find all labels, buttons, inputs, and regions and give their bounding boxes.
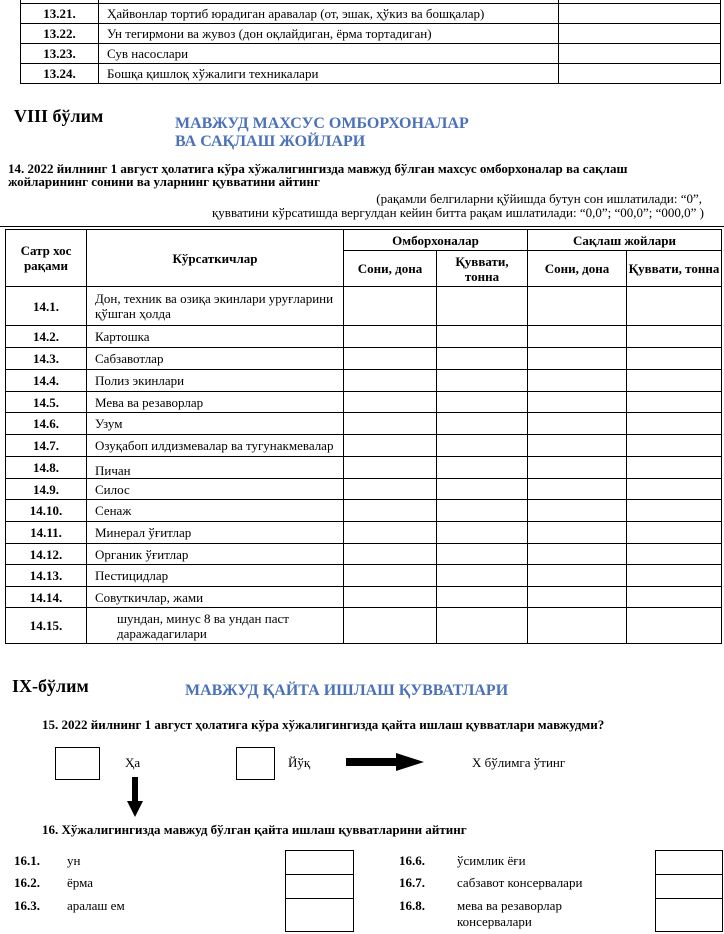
storage-capacity-input[interactable]	[627, 457, 722, 479]
table-row	[6, 565, 722, 587]
row-label: Совуткичлар, жами	[87, 587, 344, 608]
section9-label: IX-бўлим	[12, 676, 89, 696]
storage-count-input[interactable]	[528, 326, 627, 348]
warehouses-capacity-input[interactable]	[437, 287, 528, 326]
row-label: Узум	[87, 413, 344, 435]
row-input[interactable]	[559, 4, 721, 24]
item-number: 16.8.	[399, 898, 425, 913]
header-row-code: Сатр хос рақами	[6, 230, 87, 287]
row-label: Мева ва резаворлар	[87, 392, 344, 413]
storage-capacity-input[interactable]	[627, 522, 722, 544]
item-label: ёрма	[67, 875, 93, 890]
storage-count-input[interactable]	[528, 348, 627, 370]
answer-boxes-left[interactable]	[285, 850, 354, 932]
row-number: 13.24.	[21, 64, 99, 84]
section9-title: МАВЖУД ҚАЙТА ИШЛАШ ҚУВВАТЛАРИ	[185, 682, 509, 699]
row-number: 14.2.	[6, 326, 87, 348]
question-16: 16. Хўжалигингизда мавжуд бўлган қайта ишлаш қувватларини айтинг	[42, 822, 467, 837]
row-label: Дон, техник ва озиқа экинлари уруғларини қўшган ҳолда	[87, 287, 344, 326]
warehouses-count-input[interactable]	[344, 544, 437, 565]
storage-count-input[interactable]	[528, 392, 627, 413]
row-label: Пестицидлар	[87, 565, 344, 587]
warehouses-capacity-input[interactable]	[437, 587, 528, 608]
row-label: Сабзавотлар	[87, 348, 344, 370]
note-line2: қувватини кўрсатишда вергулдан кейин битта рақам ишлатилади: “0,0”; “00,0”; “000,0” )	[211, 205, 704, 220]
row-label: Сув насослари	[99, 44, 559, 64]
row-input[interactable]	[559, 24, 721, 44]
table-row	[6, 479, 722, 500]
item-label: ун	[67, 853, 81, 868]
row-number: 13.21.	[21, 4, 99, 24]
row-number: 14.15.	[6, 608, 87, 644]
row-label: Ун тегирмони ва жувоз (дон оқлайдиган, ёрма тортадиган)	[99, 24, 559, 44]
warehouses-count-input[interactable]	[344, 457, 437, 479]
row-number: 14.13.	[6, 565, 87, 587]
storage-count-input[interactable]	[528, 522, 627, 544]
storage-capacity-input[interactable]	[627, 500, 722, 522]
item-number: 16.6.	[399, 853, 425, 868]
row-number: 14.12.	[6, 544, 87, 565]
warehouses-count-input[interactable]	[344, 522, 437, 544]
row-number: 14.11.	[6, 522, 87, 544]
header-storage-capacity: Қуввати, тонна	[627, 251, 722, 287]
table-row	[6, 435, 722, 457]
row-number: 14.7.	[6, 435, 87, 457]
warehouses-capacity-input[interactable]	[437, 500, 528, 522]
table-row	[21, 64, 721, 84]
row-input[interactable]	[559, 44, 721, 64]
row-label: Ҳайвонлар тортиб юрадиган аравалар (от, эшак, ҳўкиз ва бошқалар)	[99, 4, 559, 24]
table-row	[21, 44, 721, 64]
storage-capacity-input[interactable]	[627, 287, 722, 326]
table-row	[6, 348, 722, 370]
row-number: 14.5.	[6, 392, 87, 413]
section13-table	[20, 0, 721, 84]
storage-count-input[interactable]	[528, 608, 627, 644]
row-number: 14.14.	[6, 587, 87, 608]
goto-section10: Х бўлимга ўтинг	[472, 755, 566, 770]
row-label: Пичан	[87, 457, 344, 479]
storage-count-input[interactable]	[528, 500, 627, 522]
table-row	[6, 500, 722, 522]
yes-label: Ҳа	[125, 755, 141, 770]
table-row	[6, 522, 722, 544]
warehouses-capacity-input[interactable]	[437, 348, 528, 370]
note-line1: (рақамли белгиларни қўйишда бутун сон ишлатилади: “0”,	[376, 191, 702, 206]
header-warehouses: Омборхоналар	[344, 230, 528, 251]
warehouses-count-input[interactable]	[344, 587, 437, 608]
row-input[interactable]	[559, 64, 721, 84]
warehouses-capacity-input[interactable]	[437, 608, 528, 644]
arrow-right-icon	[346, 752, 424, 772]
warehouses-count-input[interactable]	[344, 287, 437, 326]
item-number: 16.1.	[14, 853, 40, 868]
row-label: Озуқабоп илдизмевалар ва тугунакмевалар	[87, 435, 344, 457]
warehouses-capacity-input[interactable]	[437, 370, 528, 392]
row-label: Органик ўғитлар	[87, 544, 344, 565]
item-number: 16.2.	[14, 875, 40, 890]
table-row	[6, 608, 722, 644]
row-label: Сенаж	[87, 500, 344, 522]
warehouses-count-input[interactable]	[344, 413, 437, 435]
storage-capacity-input[interactable]	[627, 479, 722, 500]
no-checkbox[interactable]	[236, 747, 275, 780]
storage-count-input[interactable]	[528, 479, 627, 500]
storage-count-input[interactable]	[528, 544, 627, 565]
item-number: 16.3.	[14, 898, 40, 913]
warehouses-count-input[interactable]	[344, 348, 437, 370]
warehouses-count-input[interactable]	[344, 435, 437, 457]
storage-capacity-input[interactable]	[627, 413, 722, 435]
storage-capacity-input[interactable]	[627, 608, 722, 644]
header-warehouses-capacity: Қуввати, тонна	[437, 251, 528, 287]
header-storage: Сақлаш жойлари	[528, 230, 722, 251]
row-label: Силос	[87, 479, 344, 500]
row-label: Полиз экинлари	[87, 370, 344, 392]
item-label: аралаш ем	[67, 898, 125, 913]
storage-capacity-input[interactable]	[627, 544, 722, 565]
storage-count-input[interactable]	[528, 587, 627, 608]
storage-table	[5, 229, 722, 644]
warehouses-capacity-input[interactable]	[437, 522, 528, 544]
storage-count-input[interactable]	[528, 565, 627, 587]
row-number: 14.8.	[6, 457, 87, 479]
row-number: 14.10.	[6, 500, 87, 522]
warehouses-count-input[interactable]	[344, 608, 437, 644]
row-label: Картошка	[87, 326, 344, 348]
storage-count-input[interactable]	[528, 287, 627, 326]
item-number: 16.7.	[399, 875, 425, 890]
warehouses-capacity-input[interactable]	[437, 544, 528, 565]
warehouses-count-input[interactable]	[344, 392, 437, 413]
section8-title-line2: ВА САҚЛАШ ЖОЙЛАРИ	[175, 133, 366, 150]
table-row	[21, 24, 721, 44]
answer-boxes-right[interactable]	[655, 850, 723, 932]
arrow-down-icon	[127, 777, 143, 817]
storage-capacity-input[interactable]	[627, 435, 722, 457]
row-number: 13.22.	[21, 24, 99, 44]
header-storage-count: Сони, дона	[528, 251, 627, 287]
storage-count-input[interactable]	[528, 370, 627, 392]
table-row	[6, 326, 722, 348]
table-row	[6, 587, 722, 608]
header-warehouses-count: Сони, дона	[344, 251, 437, 287]
storage-capacity-input[interactable]	[627, 565, 722, 587]
question-14-line2: жойларининг сонини ва уларнинг қувватини айтинг	[8, 174, 320, 189]
storage-capacity-input[interactable]	[627, 370, 722, 392]
item-label: сабзавот консервалари	[457, 875, 583, 890]
table-row	[21, 4, 721, 24]
no-label: Йўқ	[288, 755, 311, 770]
warehouses-capacity-input[interactable]	[437, 565, 528, 587]
row-number: 13.23.	[21, 44, 99, 64]
warehouses-count-input[interactable]	[344, 370, 437, 392]
row-number: 14.6.	[6, 413, 87, 435]
storage-count-input[interactable]	[528, 435, 627, 457]
storage-count-input[interactable]	[528, 413, 627, 435]
row-number: 14.3.	[6, 348, 87, 370]
row-number: 14.4.	[6, 370, 87, 392]
warehouses-capacity-input[interactable]	[437, 457, 528, 479]
warehouses-count-input[interactable]	[344, 479, 437, 500]
section8-label: VIII бўлим	[14, 106, 104, 126]
item-label: ўсимлик ёғи	[457, 853, 526, 868]
storage-capacity-input[interactable]	[627, 348, 722, 370]
yes-checkbox[interactable]	[55, 747, 100, 780]
question-15: 15. 2022 йилнинг 1 август ҳолатига кўра хўжалигингизда қайта ишлаш қувватлари мавжудми?	[42, 717, 605, 732]
row-number: 14.1.	[6, 287, 87, 326]
storage-capacity-input[interactable]	[627, 392, 722, 413]
warehouses-capacity-input[interactable]	[437, 435, 528, 457]
storage-capacity-input[interactable]	[627, 587, 722, 608]
section8-title-line1: МАВЖУД МАХСУС ОМБОРХОНАЛАР	[175, 115, 469, 132]
storage-count-input[interactable]	[528, 457, 627, 479]
table-row	[6, 370, 722, 392]
table-row	[6, 413, 722, 435]
warehouses-count-input[interactable]	[344, 326, 437, 348]
row-number: 14.9.	[6, 479, 87, 500]
row-label: Минерал ўғитлар	[87, 522, 344, 544]
warehouses-capacity-input[interactable]	[437, 413, 528, 435]
row-label: Бошқа қишлоқ хўжалиги техникалари	[99, 64, 559, 84]
warehouses-capacity-input[interactable]	[437, 326, 528, 348]
header-indicators: Кўрсаткичлар	[87, 230, 344, 287]
storage-capacity-input[interactable]	[627, 326, 722, 348]
table-row	[6, 287, 722, 326]
row-label: шундан, минус 8 ва ундан паст даражадагилари	[87, 608, 344, 644]
item-label: мева ва резаворлар консервалари	[457, 898, 562, 929]
warehouses-capacity-input[interactable]	[437, 479, 528, 500]
question-14-line1: 14. 2022 йилнинг 1 август ҳолатига кўра хўжалигингизда мавжуд бўлган махсус омборхоналар ва сақлаш	[8, 161, 628, 176]
warehouses-count-input[interactable]	[344, 500, 437, 522]
table-row	[6, 544, 722, 565]
table-row	[6, 457, 722, 479]
warehouses-capacity-input[interactable]	[437, 392, 528, 413]
divider	[0, 226, 724, 227]
table-row	[6, 392, 722, 413]
warehouses-count-input[interactable]	[344, 565, 437, 587]
